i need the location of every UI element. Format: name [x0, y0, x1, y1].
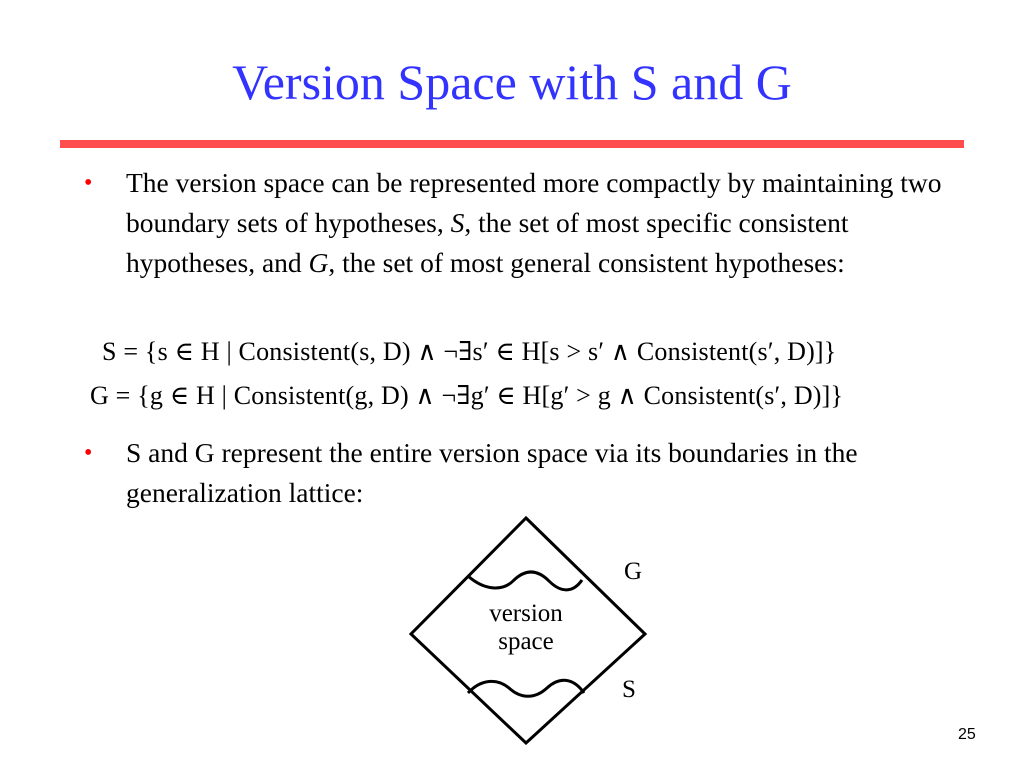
s-boundary-curve: [468, 680, 584, 696]
formula-g: G = {g ∈ H | Consistent(g, D) ∧ ¬∃g′ ∈ H[g′ > g ∧ Consistent(s′, D)]}: [90, 381, 844, 410]
title-underline: [60, 140, 964, 148]
bullet-text-1: [126, 163, 944, 283]
version-space-label-line2: space: [498, 628, 554, 655]
g-boundary-curve: [468, 572, 582, 590]
bullet-text-2: S and G represent the entire version space via its boundaries in the generalization lattice:: [126, 437, 858, 508]
bullet-icon: •: [84, 170, 93, 196]
bullet-icon: •: [84, 440, 93, 466]
g-symbol: G: [308, 247, 329, 278]
s-boundary-label: S: [622, 676, 636, 703]
formula-s: S = {s ∈ H | Consistent(s, D) ∧ ¬∃s′ ∈ H[s > s′ ∧ Consistent(s′, D)]}: [102, 337, 837, 366]
page-number: 25: [958, 726, 976, 743]
bullet-text-part: , the set of most general consistent hypotheses:: [328, 247, 845, 278]
version-space-label: [468, 600, 584, 656]
bullet-item-1: [84, 163, 944, 283]
slide-title: Version Space with S and G: [232, 54, 792, 110]
version-space-label-line1: version: [489, 600, 563, 627]
s-symbol: S: [450, 207, 465, 238]
g-boundary-label: G: [624, 558, 643, 585]
bullet-item-2: [84, 433, 994, 513]
bullet-text-part: , the set of most specific consistent hypotheses, and: [126, 207, 849, 278]
bullet-text-part: The version space can be represented more compactly by maintaining two boundary sets of hypotheses,: [126, 167, 942, 238]
